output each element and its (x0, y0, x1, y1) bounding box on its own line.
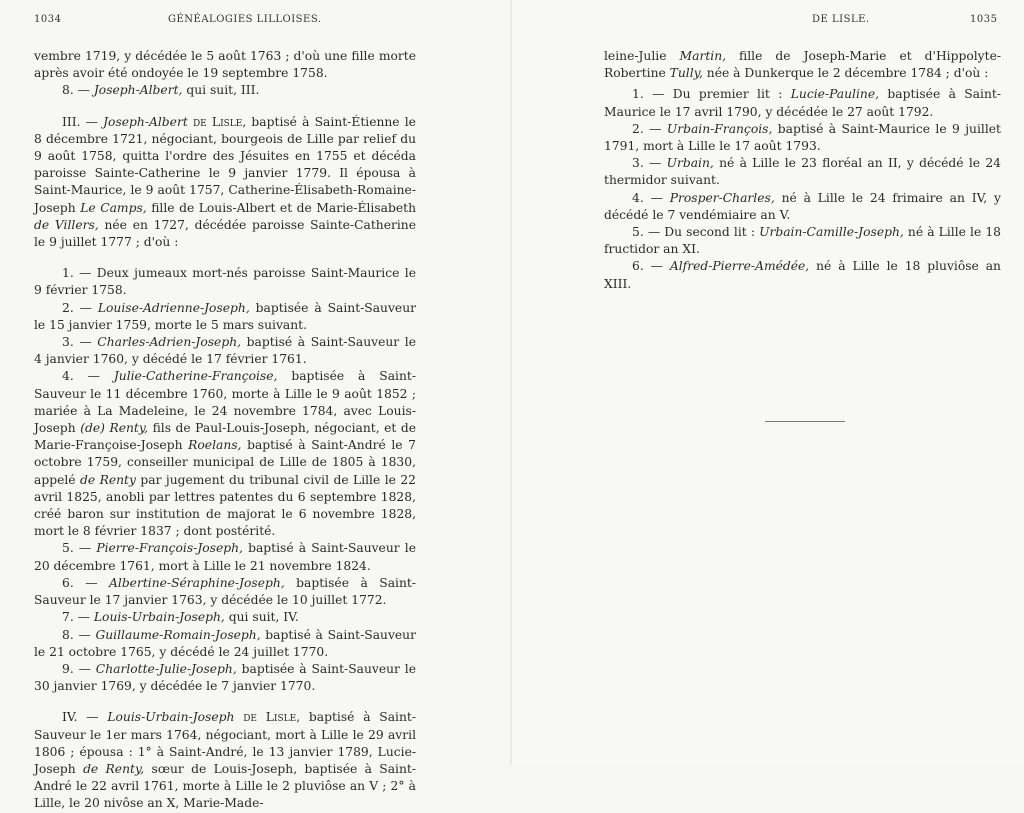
end-rule (765, 421, 845, 422)
page-number: 1035 (970, 14, 998, 25)
entry-text: baptisée à Saint-Sauveur le 17 janvier 1763, y décédée le 10 juillet 1772. (34, 575, 416, 608)
entry-text: baptisé à Saint-Sauveur le 20 décembre 1761, mort à Lille le 21 novembre 1824. (34, 541, 416, 573)
entry-number: 4. — (632, 190, 663, 205)
entry-text: qui suit, IV. (224, 610, 299, 625)
child-entry (604, 155, 1001, 189)
entry-text: baptisé à Saint-Sauveur le 4 janvier 1760, y décédé le 17 février 1761. (34, 335, 416, 367)
child-entry (604, 190, 1001, 224)
person-name: Lucie-Pauline, (790, 87, 880, 102)
entry-number: 8. — (62, 83, 90, 98)
entry-number: 2. — (62, 300, 92, 315)
entry-number: 3. — (632, 156, 662, 171)
spouse-name: Le Camps, (80, 200, 147, 215)
entry-number: 3. — (62, 335, 92, 350)
child-entry (34, 265, 416, 299)
running-head: DE LISLE. (812, 14, 870, 25)
person-name: Louis-Urbain-Joseph, (93, 610, 225, 625)
entry-text: baptisé à Saint-André le 7 octobre 1759, conseiller municipal de Lille de 1805 à 1830, appelé (34, 438, 416, 487)
paragraph-text: vembre 1719, y décédée le 5 août 1763 ; d'où une fille morte après avoir été ondoyée le 19 septembre 1758. (34, 49, 416, 81)
person-name: Prosper-Charles, (669, 190, 775, 205)
right-page (512, 0, 1024, 765)
entry-number: 9. — (62, 661, 91, 676)
paragraph (34, 48, 416, 82)
entry-number: 7. — (62, 610, 90, 625)
entry-text: né à Lille le 24 frimaire an IV, y décédé le 7 vendémiaire an V. (604, 190, 1001, 222)
person-name: Charles-Adrien-Joseph, (97, 335, 242, 350)
person-name: Alfred-Pierre-Amédée, (669, 259, 810, 274)
section-text: sœur de Louis-Joseph, baptisée à Saint-André le 22 avril 1761, morte à Lille le 2 pluviôse an V ; 2° à Lille, le 20 nivôse an X, Marie-Made- (34, 761, 416, 811)
paragraph-text: leine-Julie (604, 49, 680, 63)
child-entry (604, 224, 1001, 258)
person-name: Pierre-François-Joseph, (96, 541, 243, 556)
child-entry (34, 540, 416, 574)
person-name: Martin, (679, 49, 727, 63)
entry-number: 5. — (632, 225, 661, 240)
person-name: Louise-Adrienne-Joseph, (97, 300, 250, 315)
entry-text: baptisé à Saint-Maurice le 9 juillet 1791, mort à Lille le 17 août 1793. (604, 121, 1001, 154)
section-text: , baptisé à Saint-Sauveur le 1er mars 1764, négociant, mort à Lille le 29 avril 1806 ; épousa : 1° à Saint-André, le 13 janvier 1789, Lucie-Joseph (34, 710, 416, 776)
page-number: 1034 (34, 14, 62, 25)
person-name: Urbain, (666, 156, 714, 171)
person-name: Julie-Catherine-Françoise, (113, 369, 278, 384)
spouse-family: de Renty, (83, 761, 145, 776)
paragraph-text: fille de Joseph-Marie et d'Hippolyte-Robertine (604, 49, 1001, 81)
entry-text: baptisée à Saint-Sauveur le 30 janvier 1769, y décédée le 7 janvier 1770. (34, 661, 416, 694)
child-entry (34, 300, 416, 334)
entry-number: 6. — (62, 575, 98, 590)
entry-number: 5. — (62, 541, 92, 556)
entry-number: 1. — (632, 87, 665, 102)
person-name: Guillaume-Romain-Joseph, (95, 627, 261, 642)
person-name: Tully, (669, 66, 703, 81)
section-number: IV. — (62, 710, 99, 725)
entry-text: baptisé à Saint-Sauveur le 21 octobre 1765, y décédé le 24 juillet 1770. (34, 627, 416, 659)
child-entry (604, 258, 1001, 292)
entry-number: 8. — (62, 627, 91, 642)
entry-number: 6. — (632, 259, 663, 274)
entry-text: né à Lille le 18 pluviôse an XIII. (604, 259, 1001, 291)
person-name: Urbain-Camille-Joseph, (759, 225, 904, 240)
person-name: de Renty (80, 472, 136, 487)
entry-number: 1. — (62, 266, 92, 281)
entry-number: 4. — (62, 369, 100, 384)
entry-text: par jugement du tribunal civil de Lille le 22 avril 1825, anobli par lettres patentes du 6 septembre 1828, créé baron sur institution de majorat le 6 novembre 1828, mort le 8 février 1837 ; dont postérité. (34, 472, 416, 539)
child-entry (34, 368, 416, 540)
spouse-family: de Villers, (34, 217, 99, 232)
left-text (34, 48, 416, 813)
child-entry (34, 609, 416, 626)
section-text: fille de Louis-Albert et de Marie-Élisabeth (146, 200, 416, 215)
entry-text: fils de Paul-Louis-Joseph, négociant, et de Marie-Françoise-Joseph (34, 421, 416, 453)
child-entry (604, 86, 1001, 120)
child-entry (34, 627, 416, 661)
family-name: de Lisle (243, 710, 297, 725)
entry-text: né à Lille le 23 floréal an II, y décédé le 24 thermidor suivant. (604, 156, 1001, 188)
entry-text: Deux jumeaux mort-nés paroisse Saint-Maurice le 9 février 1758. (34, 266, 416, 298)
entry-text: baptisée à Saint-Maurice le 17 avril 1790, y décédée le 27 août 1792. (604, 87, 1001, 119)
person-name: Urbain-François, (666, 121, 773, 136)
entry-number: 2. — (632, 121, 662, 136)
entry-text: qui suit, III. (182, 83, 260, 98)
person-name: Joseph-Albert, (93, 83, 183, 98)
paragraph (604, 48, 1001, 82)
section-number: III. — (62, 114, 98, 129)
entry-text: baptisée à Saint-Sauveur le 11 décembre 1760, morte à Lille le 9 août 1852 ; mariée à La Madeleine, le 24 novembre 1784, avec Louis-Joseph (34, 369, 416, 436)
entry-text: Du second lit : (660, 225, 760, 240)
section-text: née en 1727, décédée paroisse Sainte-Catherine le 9 juillet 1777 ; d'où : (34, 217, 416, 250)
entry-text: baptisée à Saint-Sauveur le 15 janvier 1759, morte le 5 mars suivant. (34, 300, 416, 332)
person-name: Joseph-Albert (103, 114, 188, 129)
running-head: GÉNÉALOGIES LILLOISES. (168, 14, 322, 25)
section-iv (34, 709, 416, 812)
paragraph-text: née à Dunkerque le 2 décembre 1784 ; d'où : (702, 66, 989, 81)
child-entry (34, 334, 416, 368)
child-entry (34, 575, 416, 609)
person-name: Charlotte-Julie-Joseph, (95, 661, 237, 676)
child-entry (604, 121, 1001, 155)
section-iii (34, 114, 416, 252)
person-name: Roelans, (188, 438, 242, 453)
right-text (604, 48, 1001, 293)
family-name: de Lisle (192, 114, 243, 129)
person-name: (de) Renty, (80, 421, 149, 436)
entry-text: né à Lille le 18 fructidor an XI. (604, 225, 1001, 257)
child-entry (34, 661, 416, 695)
entry (34, 82, 416, 99)
person-name: Louis-Urbain-Joseph (107, 710, 235, 725)
left-page (0, 0, 512, 811)
entry-text: Du premier lit : (664, 87, 791, 102)
person-name: Albertine-Séraphine-Joseph, (109, 575, 285, 590)
section-text: , baptisé à Saint-Étienne le 8 décembre 1721, négociant, bourgeois de Lille par relief du 9 août 1758, quitta l'ordre des Jésuites en 1755 et décéda paroisse Sainte-Catherine le 9 janvier 1779. Il épousa à Saint-Maurice, le 9 août 1757, Catherine-Élisabeth-Romaine-Joseph (34, 114, 416, 215)
